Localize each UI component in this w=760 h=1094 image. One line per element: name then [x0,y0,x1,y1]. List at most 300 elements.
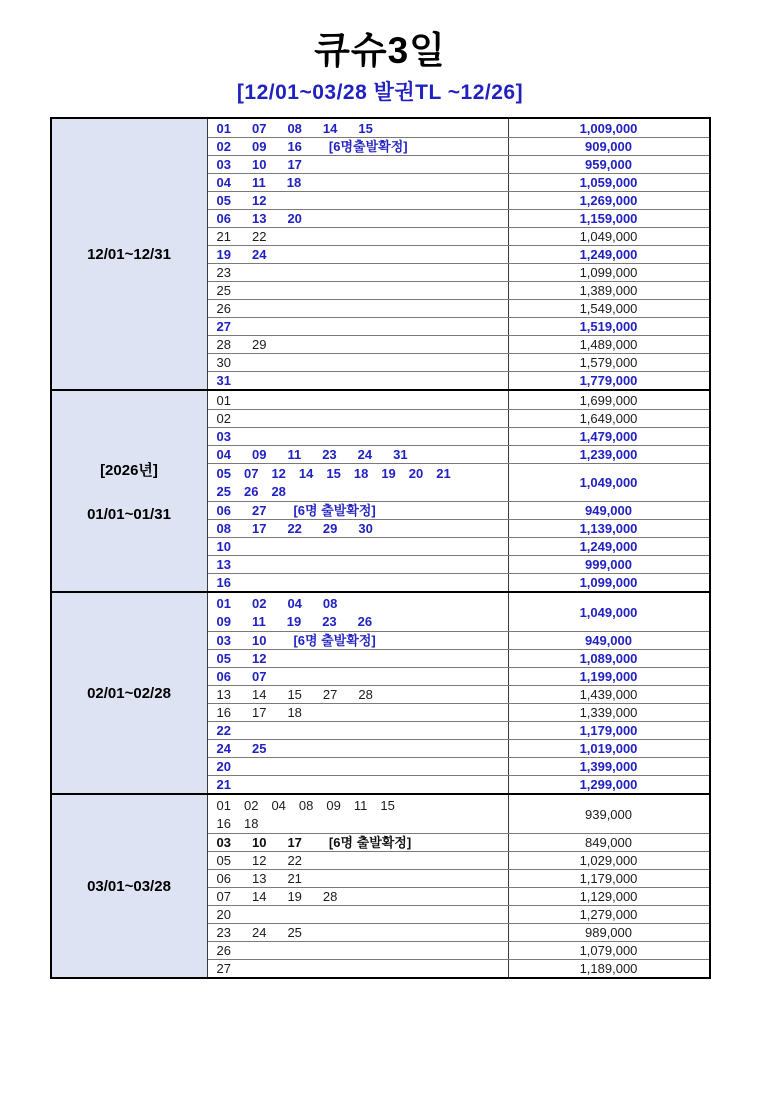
date-line [217,394,508,407]
confirmed-departure-note: [6명 출발확정] [328,835,412,850]
date-line [217,266,508,279]
table-row [208,335,709,353]
departure-dates-cell [208,795,509,833]
price-cell: 1,279,000 [579,907,638,922]
table-row [208,409,709,427]
date-line [217,230,508,243]
date-line [217,634,508,647]
section-rows [208,593,709,793]
table-row [208,137,709,155]
departure-day: 22 [287,853,302,868]
section-period-label [52,593,208,793]
departure-day: 07 [251,669,267,684]
departure-day: 03 [216,157,231,172]
date-line [217,890,508,903]
price-cell: 1,059,000 [579,175,638,190]
departure-day: 09 [251,447,267,462]
price-cell: 1,139,000 [579,521,638,536]
departure-day: 04 [216,447,231,462]
table-row [208,887,709,905]
departure-day: 12 [271,466,286,481]
departure-day: 15 [380,797,395,813]
table-row [208,227,709,245]
confirmed-departure-note: [6명출발확정] [328,139,408,154]
departure-dates-cell [208,282,509,299]
departure-day: 27 [322,687,338,702]
price-cell: 1,699,000 [579,392,638,408]
table-row [208,119,709,137]
date-line [217,836,508,849]
price-cell: 1,249,000 [579,247,638,262]
departure-day: 19 [381,466,396,481]
price-cell: 1,079,000 [579,943,638,958]
table-row [208,573,709,591]
month-section [52,591,709,793]
departure-day: 06 [216,669,231,684]
table-row [208,739,709,757]
departure-day: 18 [353,466,369,481]
date-line [217,817,508,830]
price-cell: 1,199,000 [579,669,638,684]
price-table [50,117,711,979]
departure-day: 30 [358,521,373,536]
date-line [217,522,508,535]
period-label-line: 01/01~01/31 [87,506,171,523]
date-line [217,374,508,387]
page-title: 큐슈3일 [314,30,446,71]
date-line [217,908,508,921]
table-row [208,463,709,501]
departure-day: 21 [436,466,451,481]
departure-dates-cell [208,834,509,851]
departure-day: 11 [251,613,266,629]
table-row [208,427,709,445]
date-line [217,194,508,207]
departure-day: 01 [216,595,231,611]
price-cell: 1,549,000 [579,301,638,316]
price-cell: 949,000 [585,503,632,518]
date-line [217,872,508,885]
departure-dates-cell [208,336,509,353]
table-row [208,959,709,977]
price-cell: 989,000 [585,925,632,940]
price-cell: 939,000 [585,806,632,822]
section-rows [208,795,709,977]
departure-day: 23 [322,447,337,462]
price-cell: 1,089,000 [579,651,638,666]
date-line [217,652,508,665]
departure-day: 23 [216,925,231,940]
table-row [208,209,709,227]
page [0,20,760,1094]
departure-dates-cell [208,668,509,685]
departure-dates-cell [208,228,509,245]
departure-day: 22 [251,229,267,244]
price-cell: 1,019,000 [579,741,638,756]
departure-day: 29 [322,521,338,536]
price-cell: 1,339,000 [579,705,638,720]
date-line [217,485,508,498]
table-row [208,353,709,371]
departure-day: 16 [287,139,302,154]
period-label-line: [2026년] [100,462,158,479]
price-cell: 909,000 [585,139,632,154]
departure-day: 11 [287,447,302,462]
departure-day: 15 [326,466,341,481]
departure-day: 28 [216,337,231,352]
departure-dates-cell [208,138,509,155]
departure-day: 04 [271,797,286,813]
departure-day: 13 [216,687,231,702]
departure-day: 09 [251,139,267,154]
price-cell: 1,649,000 [579,411,638,426]
date-line [217,962,508,975]
departure-dates-cell [208,593,509,631]
departure-day: 17 [287,835,302,850]
departure-day: 20 [216,759,231,774]
month-section [52,793,709,977]
table-row [208,519,709,537]
departure-dates-cell [208,924,509,941]
price-cell: 1,009,000 [579,120,638,136]
price-cell: 1,029,000 [579,853,638,868]
departure-day: 26 [357,613,373,629]
departure-day: 08 [287,120,302,136]
departure-day: 14 [298,466,314,481]
price-cell: 999,000 [585,557,632,572]
date-line [217,504,508,517]
table-row [208,631,709,649]
price-cell: 1,189,000 [579,961,638,976]
departure-day: 16 [216,705,231,720]
departure-day: 23 [216,265,231,280]
departure-day: 24 [251,247,267,262]
departure-day: 20 [408,466,424,481]
date-line [217,248,508,261]
departure-day: 29 [251,337,267,352]
date-line [217,467,508,480]
departure-day: 31 [216,373,231,388]
price-cell: 1,049,000 [579,229,638,244]
month-section [52,119,709,389]
departure-day: 19 [287,889,302,904]
departure-dates-cell [208,210,509,227]
date-line [217,576,508,589]
departure-day: 24 [357,447,373,462]
departure-dates-cell [208,870,509,887]
departure-day: 13 [251,871,267,886]
departure-day: 18 [243,815,259,831]
price-cell: 1,249,000 [579,539,638,554]
departure-day: 27 [251,503,267,518]
departure-day: 26 [243,484,259,499]
table-row [208,667,709,685]
departure-day: 07 [216,889,231,904]
date-line [217,597,508,610]
departure-dates-cell [208,264,509,281]
table-row [208,905,709,923]
departure-dates-cell [208,632,509,649]
table-row [208,757,709,775]
departure-day: 06 [216,211,231,226]
departure-dates-cell [208,722,509,739]
date-line [217,760,508,773]
table-row [208,263,709,281]
departure-day: 30 [216,355,231,370]
date-line [217,926,508,939]
table-row [208,685,709,703]
date-line [217,140,508,153]
departure-day: 01 [216,392,231,408]
departure-day: 10 [216,539,231,554]
date-line [217,944,508,957]
departure-day: 09 [326,797,341,813]
departure-dates-cell [208,464,509,501]
departure-day: 01 [216,120,231,136]
departure-dates-cell [208,906,509,923]
price-cell: 1,049,000 [579,604,638,620]
table-row [208,299,709,317]
departure-day: 28 [271,484,286,499]
departure-dates-cell [208,852,509,869]
date-line [217,724,508,737]
departure-dates-cell [208,740,509,757]
departure-day: 16 [216,575,231,590]
departure-day: 20 [216,907,231,922]
departure-day: 05 [216,466,231,481]
departure-dates-cell [208,318,509,335]
date-line [217,412,508,425]
date-line [217,356,508,369]
departure-day: 18 [286,175,302,190]
table-row [208,869,709,887]
departure-dates-cell [208,192,509,209]
table-row [208,649,709,667]
price-cell: 849,000 [585,835,632,850]
price-cell: 1,239,000 [579,447,638,462]
price-cell: 1,099,000 [579,575,638,590]
table-row [208,703,709,721]
table-row [208,795,709,833]
date-line [217,448,508,461]
departure-day: 04 [287,595,302,611]
departure-dates-cell [208,246,509,263]
table-row [208,281,709,299]
date-line [217,122,508,135]
table-row [208,775,709,793]
departure-day: 17 [287,157,302,172]
table-row [208,191,709,209]
departure-dates-cell [208,354,509,371]
period-label-line: 02/01~02/28 [87,684,171,702]
table-row [208,851,709,869]
departure-day: 22 [287,521,302,536]
date-line [217,212,508,225]
date-line [217,176,508,189]
departure-day: 25 [216,484,231,499]
departure-day: 21 [216,229,231,244]
table-row [208,537,709,555]
price-cell: 1,389,000 [579,283,638,298]
page-subtitle: [12/01~03/28 발권TL ~12/26] [236,81,524,104]
departure-dates-cell [208,538,509,555]
departure-day: 01 [216,797,231,813]
departure-day: 05 [216,651,231,666]
departure-dates-cell [208,391,509,409]
departure-dates-cell [208,410,509,427]
date-line [217,778,508,791]
section-rows [208,119,709,389]
departure-day: 11 [353,797,368,813]
departure-day: 17 [251,705,267,720]
departure-day: 20 [287,211,302,226]
departure-dates-cell [208,556,509,573]
confirmed-departure-note: [6명 출발확정] [293,503,376,518]
departure-day: 18 [287,705,302,720]
departure-dates-cell [208,574,509,591]
departure-day: 08 [216,521,231,536]
section-period-label [52,119,208,389]
price-cell: 1,479,000 [579,429,638,444]
date-line [217,338,508,351]
price-cell: 1,399,000 [579,759,638,774]
departure-day: 31 [393,447,408,462]
departure-day: 02 [216,139,231,154]
table-row [208,245,709,263]
date-line [217,688,508,701]
departure-day: 23 [322,613,337,629]
price-cell: 959,000 [585,157,632,172]
table-row [208,391,709,409]
price-cell: 949,000 [585,633,632,648]
departure-dates-cell [208,174,509,191]
departure-dates-cell [208,942,509,959]
table-row [208,501,709,519]
departure-day: 02 [216,411,231,426]
departure-day: 11 [251,175,266,190]
price-cell: 1,299,000 [579,777,638,792]
departure-day: 07 [251,120,267,136]
table-row [208,721,709,739]
date-line [217,540,508,553]
price-cell: 1,439,000 [579,687,638,702]
table-row [208,833,709,851]
departure-day: 13 [216,557,231,572]
date-line [217,854,508,867]
departure-day: 25 [287,925,302,940]
date-line [217,158,508,171]
departure-day: 15 [358,120,373,136]
departure-day: 04 [216,175,231,190]
departure-day: 24 [216,741,231,756]
price-cell: 1,159,000 [579,211,638,226]
departure-dates-cell [208,520,509,537]
departure-day: 28 [322,889,338,904]
departure-day: 24 [251,925,267,940]
departure-dates-cell [208,446,509,463]
confirmed-departure-note: [6명 출발확정] [293,633,376,648]
date-line [217,302,508,315]
date-line [217,430,508,443]
departure-dates-cell [208,119,509,137]
departure-day: 27 [216,961,231,976]
departure-day: 02 [243,797,259,813]
departure-day: 06 [216,503,231,518]
departure-day: 03 [216,633,231,648]
departure-day: 14 [251,889,267,904]
table-row [208,371,709,389]
price-cell: 1,519,000 [579,319,638,334]
date-line [217,284,508,297]
table-row [208,445,709,463]
departure-day: 25 [216,283,231,298]
departure-day: 14 [251,687,267,702]
departure-dates-cell [208,888,509,905]
departure-day: 27 [216,319,231,334]
departure-dates-cell [208,156,509,173]
table-row [208,317,709,335]
departure-day: 10 [251,835,267,850]
departure-dates-cell [208,704,509,721]
departure-day: 21 [287,871,302,886]
month-section [52,389,709,591]
date-line [217,615,508,628]
date-line [217,799,508,812]
departure-day: 12 [251,651,267,666]
section-period-label [52,795,208,977]
departure-day: 14 [322,120,338,136]
departure-day: 10 [251,633,267,648]
price-cell: 1,129,000 [579,889,638,904]
departure-day: 21 [216,777,231,792]
departure-day: 19 [286,613,302,629]
departure-dates-cell [208,776,509,793]
departure-dates-cell [208,686,509,703]
departure-day: 16 [216,815,231,831]
period-label-line: 12/01~12/31 [87,245,171,263]
table-row [208,923,709,941]
date-line [217,706,508,719]
date-line [217,558,508,571]
price-cell: 1,269,000 [579,193,638,208]
departure-dates-cell [208,428,509,445]
period-label-line: 03/01~03/28 [87,877,171,895]
departure-day: 10 [251,157,267,172]
departure-day: 19 [216,247,231,262]
table-row [208,941,709,959]
date-line [217,670,508,683]
departure-day: 03 [216,429,231,444]
table-row [208,593,709,631]
date-line [217,320,508,333]
price-cell: 1,049,000 [579,475,638,490]
departure-day: 15 [287,687,302,702]
date-line [217,742,508,755]
departure-day: 12 [251,193,267,208]
departure-day: 13 [251,211,267,226]
departure-dates-cell [208,758,509,775]
departure-dates-cell [208,300,509,317]
price-cell: 1,779,000 [579,373,638,388]
price-cell: 1,179,000 [579,871,638,886]
departure-dates-cell [208,372,509,389]
departure-day: 22 [216,723,231,738]
departure-day: 05 [216,853,231,868]
departure-day: 08 [322,595,338,611]
departure-day: 26 [216,301,231,316]
departure-day: 09 [216,613,231,629]
departure-dates-cell [208,960,509,977]
